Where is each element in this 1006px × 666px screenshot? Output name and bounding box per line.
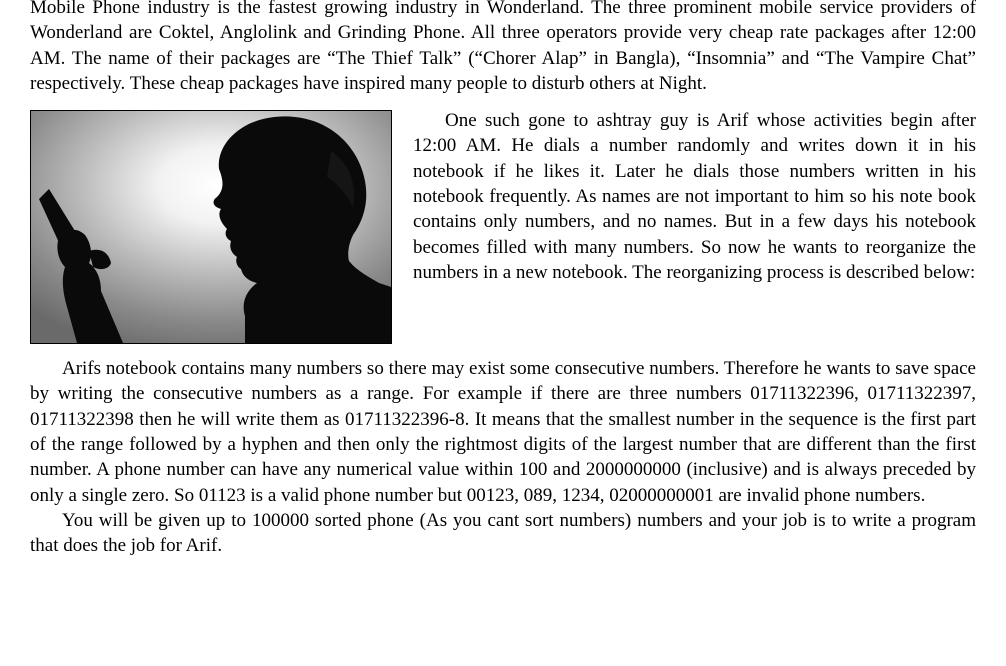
task-paragraph: You will be given up to 100000 sorted phone (As you cant sort numbers) numbers and your job is to write a program that does the job for Arif. <box>30 509 976 557</box>
silhouette-image <box>31 111 391 343</box>
silhouette-figure <box>30 110 392 344</box>
arif-paragraph: One such gone to ashtray guy is Arif whose activities begin after 12:00 AM. He dials a number randomly and writes down it in his notebook if he likes it. Later he dials those numbers written in his notebook frequently. As names are not important to him so his note book contains only numbers, and no names. But in a few days his notebook becomes filled with many numbers. So now he wants to reorganize the numbers in a new notebook. The reorganizing process is described below: <box>413 110 976 283</box>
notebook-paragraph: Arifs notebook contains many numbers so there may exist some consecutive numbers. Therefore he wants to save space by writing the consecutive numbers as a range. For example if there are three numbers 01711322396, 01711322397, 01711322398 then he will write them as 01711322396-8. It means that the smallest number in the sequence is the first part of the range followed by a hyphen and then only the rightmost digits of the largest number that are different than the first number. A phone number can have any numerical value within 100 and 2000000000 (inclusive) and is always preceded by only a single zero. So 01123 is a valid phone number but 00123, 089, 1234, 02000000001 are invalid phone numbers. <box>30 358 976 506</box>
problem-statement <box>30 0 976 559</box>
intro-paragraph: Mobile Phone industry is the fastest growing industry in Wonderland. The three prominent mobile service providers of Wonderland are Coktel, Anglolink and Grinding Phone. All three operators provide very cheap rate packages after 12:00 AM. The name of their packages are “The Thief Talk” (“Chorer Alap” in Bangla), “Insomnia” and “The Vampire Chat” respectively. These cheap packages have inspired many people to disturb others at Night. <box>30 0 976 94</box>
